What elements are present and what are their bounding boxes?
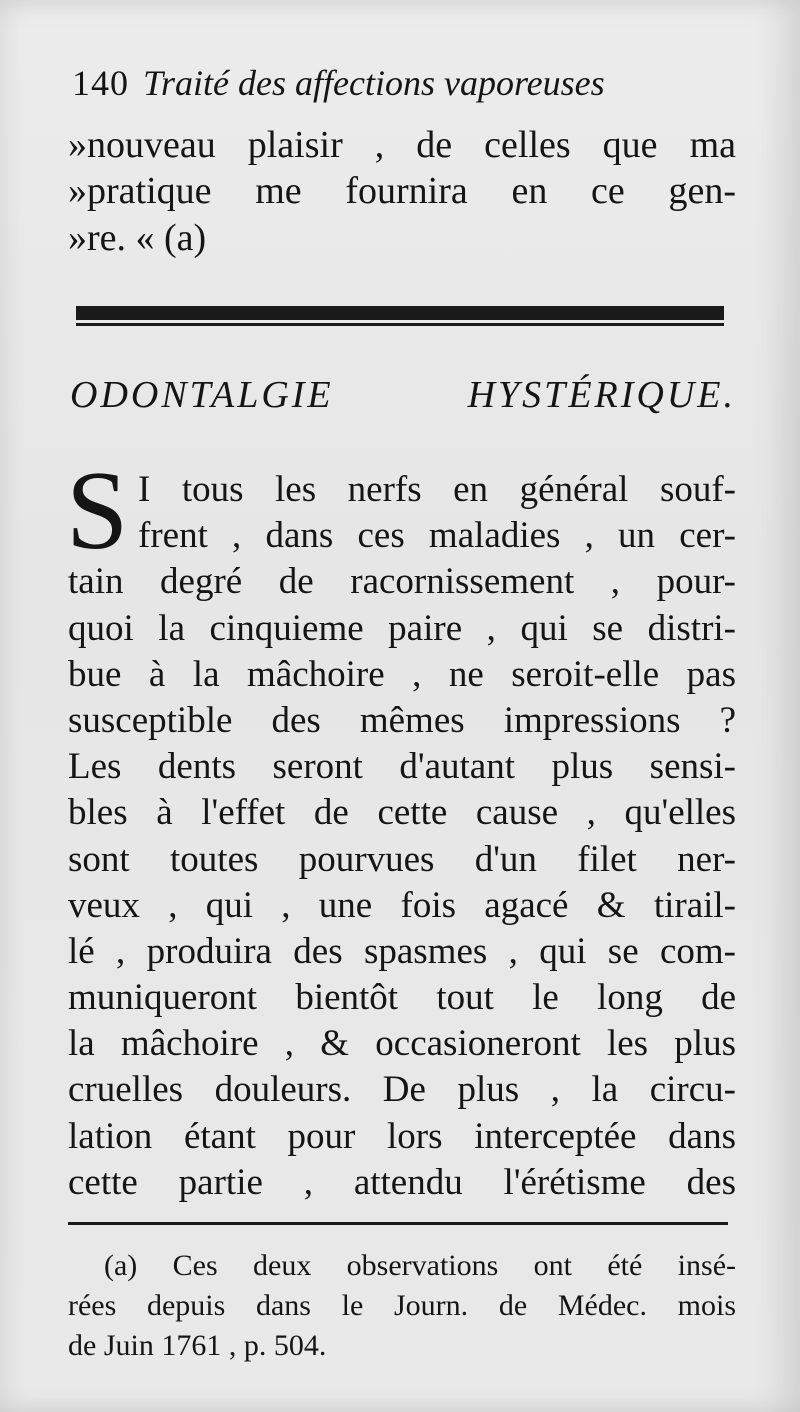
text-line: cette partie , attendu l'érétisme des — [68, 1161, 736, 1203]
text-line: la mâchoire , & occasioneront les plus — [68, 1023, 736, 1065]
running-title: Traité des affections vaporeuses — [143, 63, 605, 103]
section-divider-rule-thin — [76, 323, 724, 326]
footnote-rule — [68, 1222, 728, 1225]
page-header — [72, 58, 732, 108]
text-line: lation étant pour lors interceptée dans — [68, 1115, 736, 1157]
page-number: 140 — [72, 63, 129, 103]
section-divider-rule — [76, 306, 724, 320]
text-line: »pratique me fournira en ce gen- — [68, 170, 736, 213]
section-title: ODONTALGIE HYSTÉRIQUE. — [70, 374, 736, 416]
text-line: veux , qui , une fois agacé & tirail- — [68, 884, 736, 926]
text-line: lé , produira des spasmes , qui se com- — [68, 930, 736, 972]
footnote — [68, 1246, 736, 1366]
footnote-line: (a) Ces deux observations ont été insé- — [104, 1249, 736, 1282]
text-line: quoi la cinquieme paire , qui se distri- — [68, 607, 736, 649]
footnote-line: rées depuis dans le Journ. de Médec. mois — [68, 1289, 736, 1322]
text-line: muniqueront bientôt tout le long de — [68, 977, 736, 1019]
section-body — [68, 467, 736, 1206]
text-line: bles à l'effet de cette cause , qu'elles — [68, 792, 736, 834]
text-line: frent , dans ces maladies , un cer- — [138, 515, 736, 557]
text-line: cruelles douleurs. De plus , la circu- — [68, 1069, 736, 1111]
footnote-line: de Juin 1761 , p. 504. — [68, 1329, 327, 1362]
text-line: »nouveau plaisir , de celles que ma — [68, 124, 736, 166]
text-line: tain degré de racornissement , pour- — [68, 561, 736, 603]
text-line: susceptible des mêmes impressions ? — [68, 699, 736, 741]
text-line: I tous les nerfs en général souf- — [138, 469, 736, 510]
drop-cap-letter: S — [66, 449, 129, 573]
text-line: sont toutes pourvues d'un filet ner- — [68, 838, 736, 880]
continuation-paragraph — [68, 122, 736, 261]
text-line: bue à la mâchoire , ne seroit-elle pas — [68, 653, 736, 695]
text-line: Les dents seront d'autant plus sensi- — [68, 746, 736, 788]
text-line: »re. « (a) — [68, 216, 207, 259]
